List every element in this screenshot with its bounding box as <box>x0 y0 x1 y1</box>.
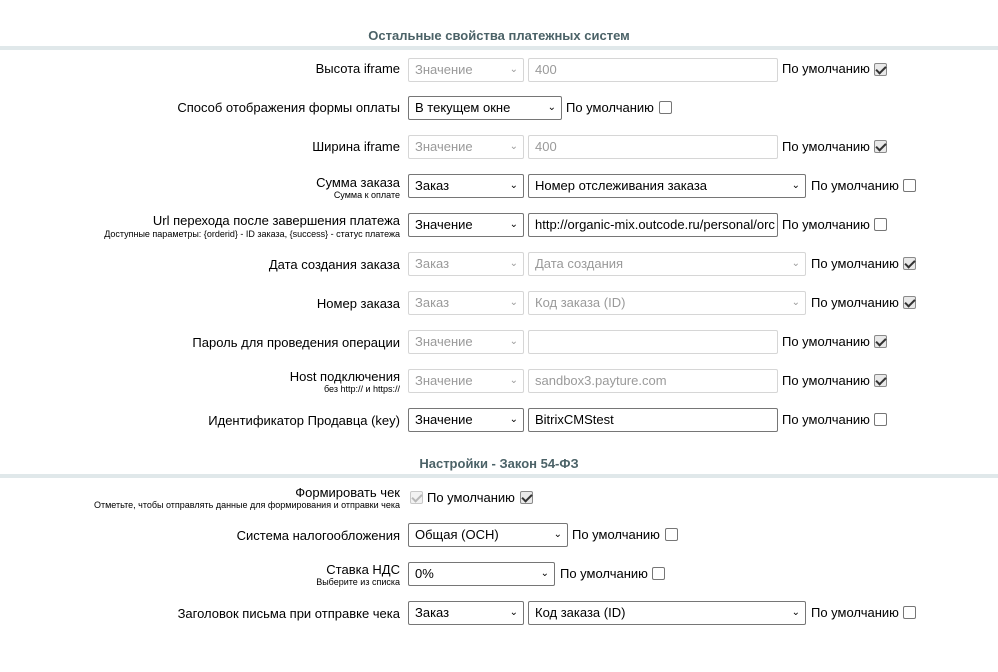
field-label: Host подключения <box>289 369 400 384</box>
field-row-password <box>0 330 998 356</box>
select-value: В текущем окне <box>415 100 511 115</box>
default-checkbox[interactable] <box>520 491 533 504</box>
chevron-down-icon: ⌄ <box>553 529 562 540</box>
type-select[interactable] <box>408 58 524 82</box>
field-label: Ставка НДС <box>326 562 400 577</box>
value-text: 400 <box>535 62 557 77</box>
default-label: По умолчанию <box>782 412 870 427</box>
section-divider <box>0 46 998 50</box>
field-row-vat-rate <box>0 561 998 589</box>
type-select[interactable] <box>408 135 524 159</box>
field-label: Номер заказа <box>316 296 400 311</box>
password-input[interactable] <box>528 330 778 354</box>
field-row-return-url <box>0 212 998 240</box>
default-label: По умолчанию <box>811 605 899 620</box>
default-label: По умолчанию <box>572 527 660 542</box>
select-value: Номер отслеживания заказа <box>535 178 708 193</box>
section-divider <box>0 474 998 478</box>
default-checkbox[interactable] <box>874 63 887 76</box>
field-label: Ширина iframe <box>312 139 400 154</box>
value-text: 400 <box>535 139 557 154</box>
field-hint: Доступные параметры: {orderid} - ID заказа, {success} - статус платежа <box>104 229 400 239</box>
type-select-value: Заказ <box>415 256 450 271</box>
default-label: По умолчанию <box>782 217 870 232</box>
chevron-down-icon: ⌄ <box>509 607 518 618</box>
default-checkbox[interactable] <box>903 606 916 619</box>
merchant-key-input[interactable] <box>528 408 778 432</box>
chevron-down-icon: ⌄ <box>509 258 518 269</box>
field-hint: Сумма к оплате <box>333 190 400 200</box>
field-hint: Отметьте, чтобы отправлять данные для формирования и отправки чека <box>94 500 400 510</box>
type-select[interactable] <box>408 369 524 393</box>
select-value: Код заказа (ID) <box>535 605 626 620</box>
default-label: По умолчанию <box>566 100 654 115</box>
type-select-value: Значение <box>415 334 473 349</box>
type-select[interactable] <box>408 213 524 237</box>
field-label: Система налогообложения <box>236 528 400 543</box>
field-row-order-sum <box>0 173 998 201</box>
field-label: Дата создания заказа <box>268 257 400 272</box>
display-mode-select[interactable] <box>408 96 562 120</box>
value-text: http://organic-mix.outcode.ru/personal/orc <box>535 217 775 232</box>
chevron-down-icon: ⌄ <box>791 258 800 269</box>
field-row-order-date <box>0 252 998 278</box>
default-label: По умолчанию <box>782 334 870 349</box>
section-title: Остальные свойства платежных систем <box>368 28 630 43</box>
default-checkbox[interactable] <box>874 140 887 153</box>
field-row-tax-system <box>0 522 998 548</box>
field-label: Высота iframe <box>315 61 400 76</box>
field-row-create-receipt <box>0 484 998 512</box>
type-select-value: Заказ <box>415 295 450 310</box>
type-select[interactable] <box>408 601 524 625</box>
default-label: По умолчанию <box>782 139 870 154</box>
default-label: По умолчанию <box>782 373 870 388</box>
type-select-value: Значение <box>415 62 473 77</box>
select-value: Дата создания <box>535 256 624 271</box>
type-select-value: Значение <box>415 412 473 427</box>
default-checkbox[interactable] <box>652 567 665 580</box>
value-select[interactable] <box>528 291 806 315</box>
field-row-host <box>0 369 998 397</box>
chevron-down-icon: ⌄ <box>791 607 800 618</box>
field-row-iframe-width <box>0 135 998 161</box>
field-row-receipt-email-subject <box>0 600 998 626</box>
chevron-down-icon: ⌄ <box>509 141 518 152</box>
default-checkbox[interactable] <box>903 257 916 270</box>
default-checkbox[interactable] <box>665 528 678 541</box>
value-input[interactable] <box>528 135 778 159</box>
field-row-display-mode <box>0 96 998 122</box>
value-input[interactable] <box>528 58 778 82</box>
type-select[interactable] <box>408 291 524 315</box>
chevron-down-icon: ⌄ <box>509 375 518 386</box>
select-value: Общая (ОСН) <box>415 527 499 542</box>
default-label: По умолчанию <box>811 256 899 271</box>
chevron-down-icon: ⌄ <box>540 568 549 579</box>
field-label: Url перехода после завершения платежа <box>152 213 400 228</box>
tax-system-select[interactable] <box>408 523 568 547</box>
default-checkbox[interactable] <box>659 101 672 114</box>
default-label: По умолчанию <box>811 295 899 310</box>
default-checkbox[interactable] <box>903 179 916 192</box>
chevron-down-icon: ⌄ <box>791 297 800 308</box>
value-text: sandbox3.payture.com <box>535 373 667 388</box>
vat-rate-select[interactable] <box>408 562 555 586</box>
field-label: Заголовок письма при отправке чека <box>177 606 400 621</box>
type-select-value: Заказ <box>415 178 450 193</box>
chevron-down-icon: ⌄ <box>509 64 518 75</box>
host-input[interactable] <box>528 369 778 393</box>
field-label: Формировать чек <box>295 485 400 500</box>
chevron-down-icon: ⌄ <box>509 180 518 191</box>
field-label: Пароль для проведения операции <box>192 335 400 350</box>
chevron-down-icon: ⌄ <box>509 297 518 308</box>
default-checkbox[interactable] <box>874 218 887 231</box>
chevron-down-icon: ⌄ <box>791 180 800 191</box>
chevron-down-icon: ⌄ <box>509 219 518 230</box>
type-select[interactable] <box>408 330 524 354</box>
value-select[interactable] <box>528 174 806 198</box>
default-label: По умолчанию <box>811 178 899 193</box>
type-select-value: Заказ <box>415 605 450 620</box>
select-value: 0% <box>415 566 434 581</box>
section-title: Настройки - Закон 54-ФЗ <box>419 456 579 471</box>
select-value: Код заказа (ID) <box>535 295 626 310</box>
type-select[interactable] <box>408 252 524 276</box>
type-select[interactable] <box>408 408 524 432</box>
value-text: BitrixCMStest <box>535 412 614 427</box>
field-row-merchant-key <box>0 408 998 434</box>
field-label: Способ отображения формы оплаты <box>177 100 400 115</box>
value-select[interactable] <box>528 252 806 276</box>
chevron-down-icon: ⌄ <box>547 102 556 113</box>
default-checkbox[interactable] <box>874 335 887 348</box>
type-select-value: Значение <box>415 217 473 232</box>
field-label: Сумма заказа <box>316 175 400 190</box>
type-select-value: Значение <box>415 139 473 154</box>
default-checkbox[interactable] <box>874 374 887 387</box>
type-select[interactable] <box>408 174 524 198</box>
chevron-down-icon: ⌄ <box>509 336 518 347</box>
default-checkbox[interactable] <box>903 296 916 309</box>
field-row-order-number <box>0 291 998 317</box>
field-hint: без http:// и https:// <box>323 384 400 394</box>
chevron-down-icon: ⌄ <box>509 414 518 425</box>
value-select[interactable] <box>528 601 806 625</box>
default-label: По умолчанию <box>427 490 515 505</box>
create-receipt-checkbox[interactable] <box>410 491 423 504</box>
url-input[interactable] <box>528 213 778 237</box>
default-label: По умолчанию <box>782 61 870 76</box>
field-row-iframe-height <box>0 57 998 83</box>
default-checkbox[interactable] <box>874 413 887 426</box>
default-label: По умолчанию <box>560 566 648 581</box>
type-select-value: Значение <box>415 373 473 388</box>
field-label: Идентификатор Продавца (key) <box>208 413 400 428</box>
field-hint: Выберите из списка <box>316 577 400 587</box>
